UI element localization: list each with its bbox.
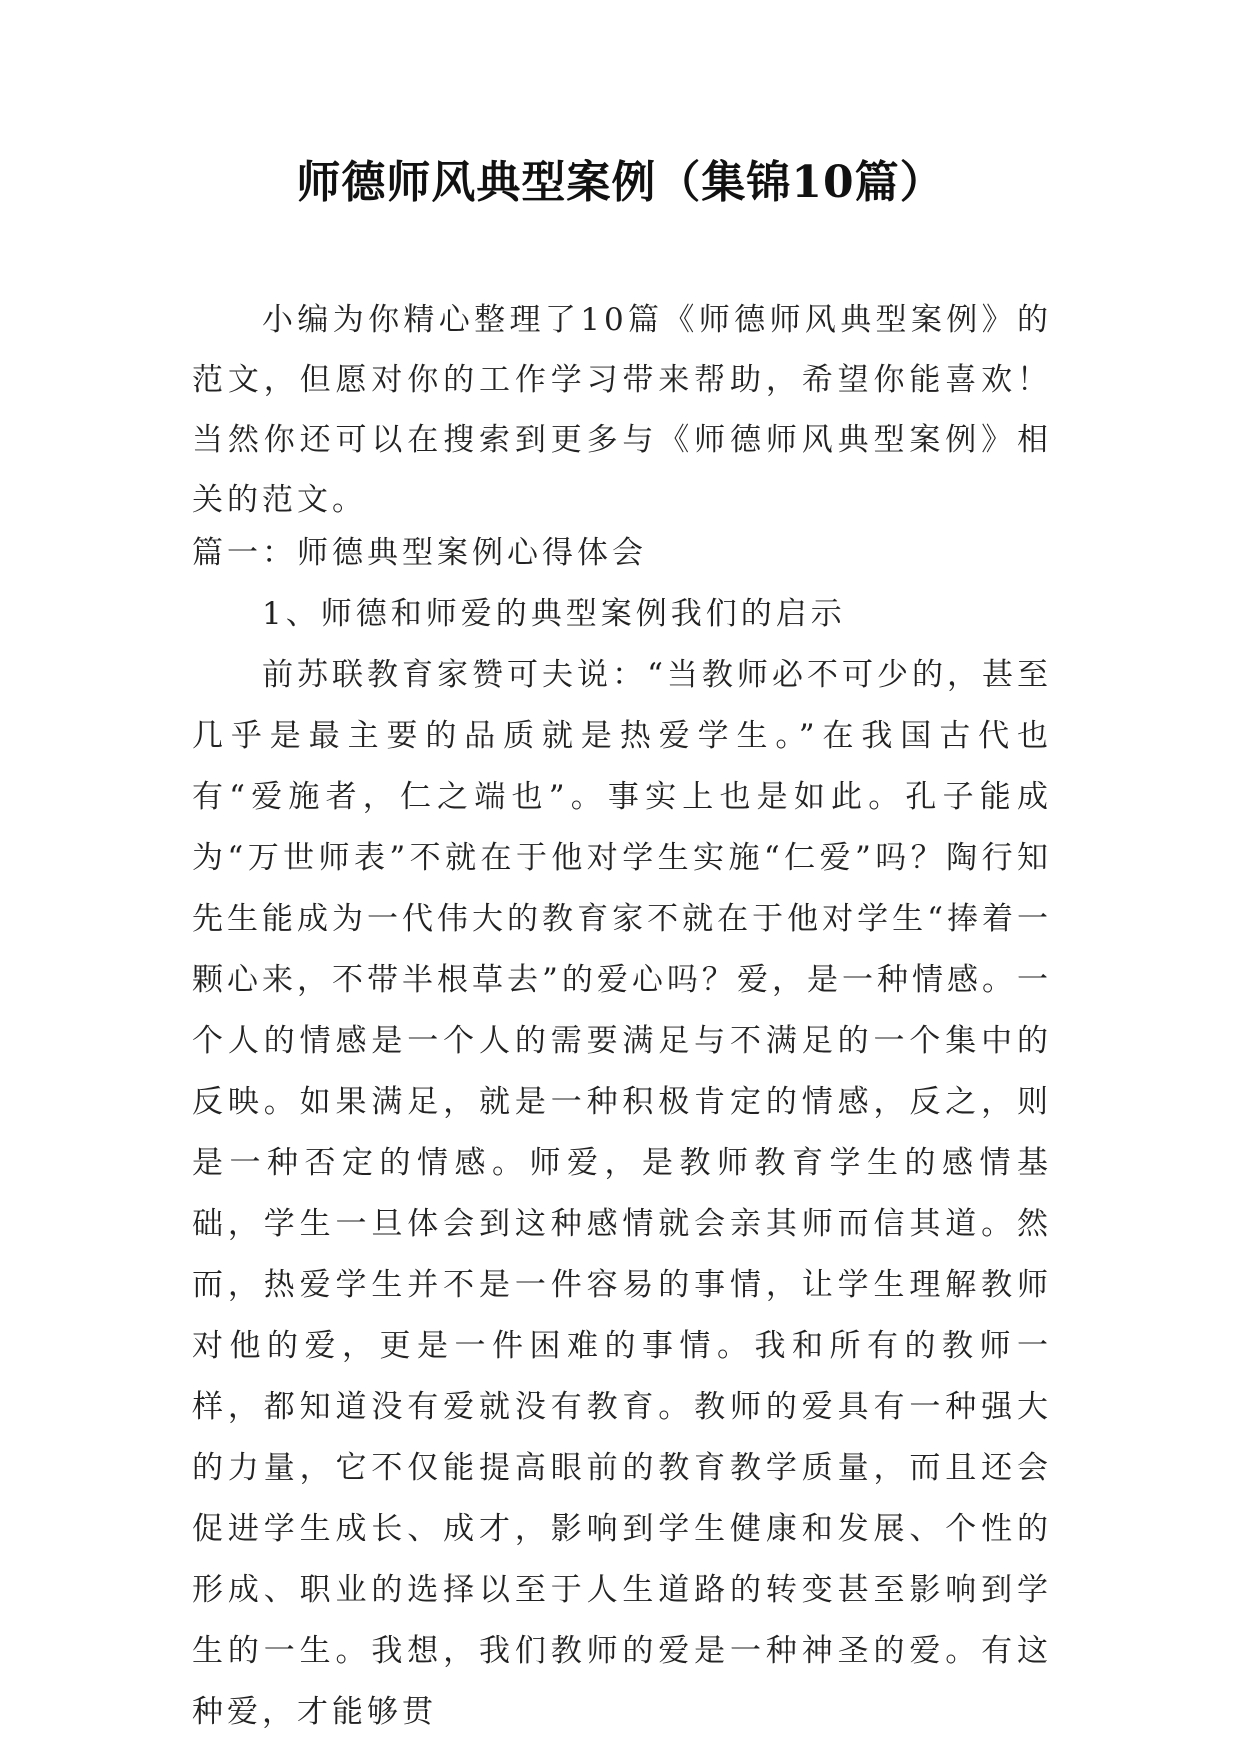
subheading: 1、师德和师爱的典型案例我们的启示 [262, 596, 846, 632]
intro-paragraph: 小编为你精心整理了10篇《师德师风典型案例》的范文，但愿对你的工作学习带来帮助，希望你能喜欢！当然你还可以在搜索到更多与《师德师风典型案例》相关的范文。 [192, 302, 1052, 518]
section-heading: 篇一：师德典型案例心得体会 [192, 535, 647, 571]
body-paragraph: 前苏联教育家赞可夫说：“当教师必不可少的，甚至几乎是最主要的品质就是热爱学生。”在我国古代也有“爱施者，仁之端也”。事实上也是如此。孔子能成为“万世师表”不就在于他对学生实施“仁爱”吗？陶行知先生能成为一代伟大的教育家不就在于他对学生“捧着一颗心来，不带半根草去”的爱心吗？爱，是一种情感。一个人的情感是一个人的需要满足与不满足的一个集中的反映。如果满足，就是一种积极肯定的情感，反之，则是一种否定的情感。师爱，是教师教育学生的感情基础，学生一旦体会到这种感情就会亲其师而信其道。然而，热爱学生并不是一件容易的事情，让学生理解教师对他的爱，更是一件困难的事情。我和所有的教师一样，都知道没有爱就没有教育。教师的爱具有一种强大的力量，它不仅能提高眼前的教育教学质量，而且还会促进学生成长、成才，影响到学生健康和发展、个性的形成、职业的选择以至于人生道路的转变甚至影响到学生的一生。我想，我们教师的爱是一种神圣的爱。有这种爱，才能够贯 [192, 657, 1052, 1730]
document-title: 师德师风典型案例（集锦10篇） [296, 157, 945, 208]
intro-block [192, 290, 1052, 530]
article-section [192, 523, 1052, 1743]
